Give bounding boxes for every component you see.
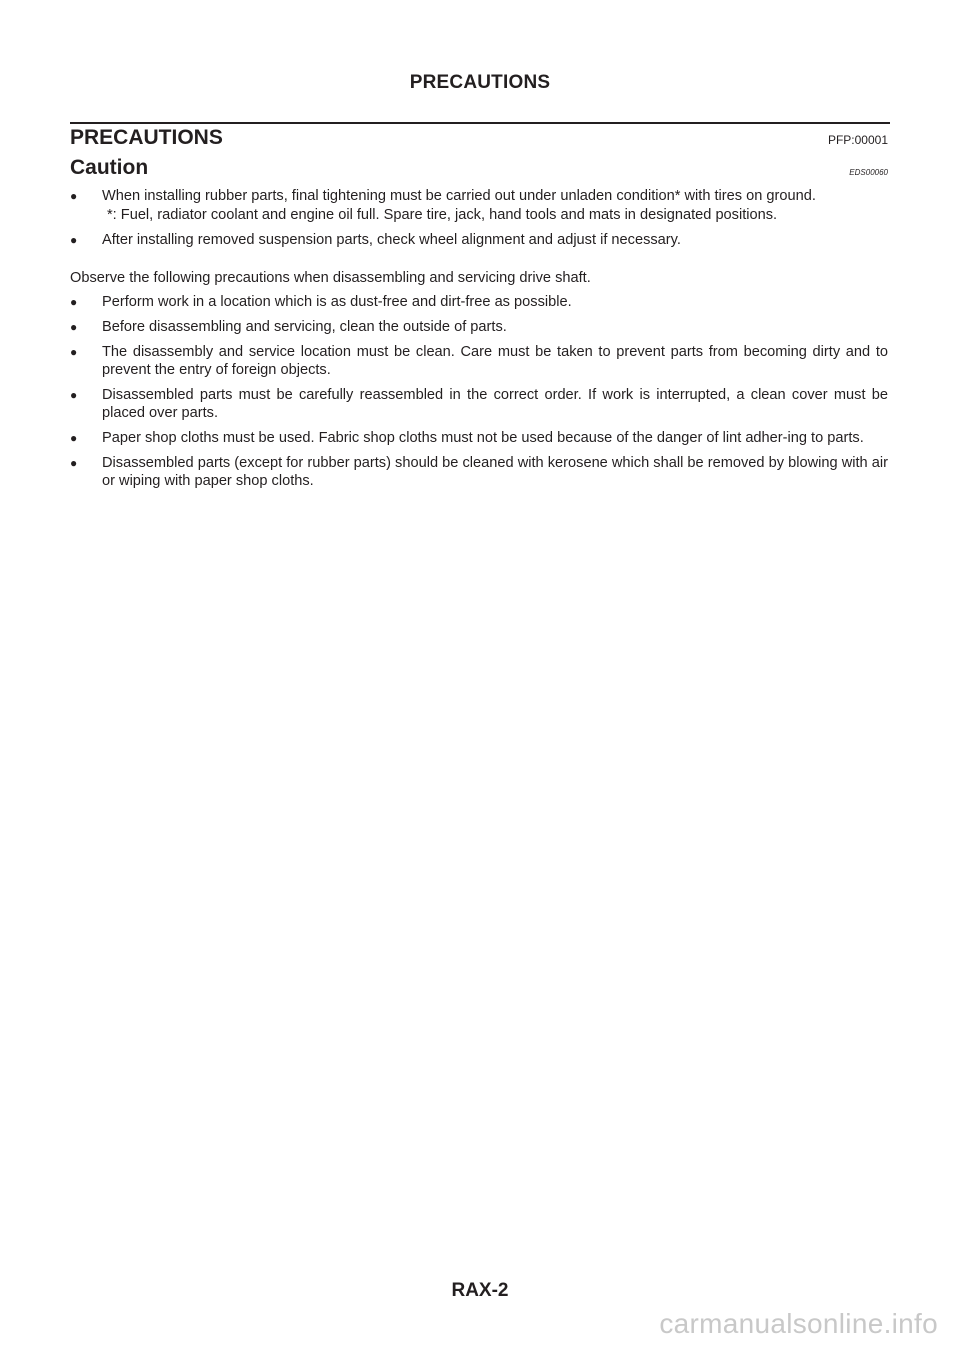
service-item-text: Disassembled parts must be carefully reassembled in the correct order. If work is interrupted, a clean cover must be placed over parts.	[102, 387, 888, 421]
bullet-icon: ●	[70, 233, 78, 247]
caution-item-text: When installing rubber parts, final tightening must be carried out under unladen condition* with tires on ground.	[102, 188, 816, 204]
caution-item	[70, 187, 888, 224]
running-header: PRECAUTIONS	[409, 72, 551, 93]
subsection-title: Caution	[70, 156, 149, 179]
caution-item	[70, 231, 888, 249]
bullet-icon: ●	[70, 189, 78, 203]
page-number: RAX-2	[451, 1280, 509, 1301]
service-item	[70, 293, 888, 311]
subsection-code: EDS00060	[849, 168, 888, 177]
document-body	[70, 187, 888, 497]
service-item	[70, 318, 888, 336]
bullet-icon: ●	[70, 320, 78, 334]
section-heading	[70, 126, 890, 154]
service-item	[70, 386, 888, 422]
service-item-text: Paper shop cloths must be used. Fabric shop cloths must not be used because of the danger of lint adher-ing to parts.	[102, 430, 864, 446]
bullet-icon: ●	[70, 431, 78, 445]
service-item-text: Disassembled parts (except for rubber parts) should be cleaned with kerosene which shall be removed by blowing with air or wiping with paper shop cloths.	[102, 455, 888, 489]
watermark: carmanualsonline.info	[659, 1308, 938, 1339]
section-divider	[70, 122, 890, 124]
bullet-icon: ●	[70, 295, 78, 309]
service-item-text: The disassembly and service location must be clean. Care must be taken to prevent parts from becoming dirty and to prevent the entry of foreign objects.	[102, 344, 888, 378]
service-item	[70, 343, 888, 379]
section-title: PRECAUTIONS	[70, 126, 223, 149]
service-item-text: Before disassembling and servicing, clean the outside of parts.	[102, 319, 507, 335]
subsection-heading	[70, 156, 890, 182]
caution-item-text: After installing removed suspension parts, check wheel alignment and adjust if necessary.	[102, 232, 681, 248]
section-code: PFP:00001	[827, 133, 888, 147]
bullet-icon: ●	[70, 345, 78, 359]
service-item	[70, 429, 888, 447]
caution-item-note: *: Fuel, radiator coolant and engine oil full. Spare tire, jack, hand tools and mats in designated positions.	[107, 207, 778, 223]
bullet-icon: ●	[70, 388, 78, 402]
service-item-text: Perform work in a location which is as dust-free and dirt-free as possible.	[102, 294, 572, 310]
intro-paragraph: Observe the following precautions when disassembling and servicing drive shaft.	[70, 270, 591, 286]
service-item	[70, 454, 888, 490]
bullet-icon: ●	[70, 456, 78, 470]
